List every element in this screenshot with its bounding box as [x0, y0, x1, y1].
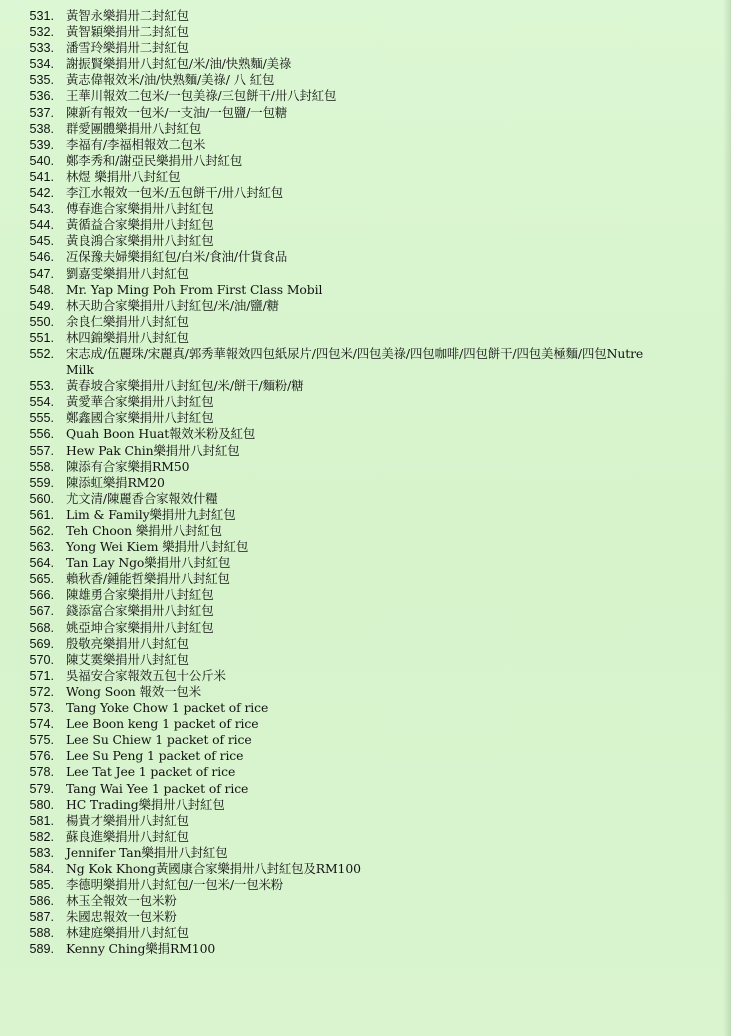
- entry-number: 548.: [29, 282, 54, 297]
- entry-text: Kenny Ching樂捐RM100: [66, 941, 216, 957]
- list-item: [0, 813, 731, 829]
- entry-number: 552.: [29, 346, 54, 361]
- entry-number: 589.: [29, 942, 54, 957]
- list-item: [0, 603, 731, 619]
- list-item: [0, 153, 731, 169]
- entry-number: 566.: [29, 588, 54, 603]
- list-item: [0, 137, 731, 153]
- list-item: [0, 266, 731, 282]
- entry-number: 544.: [29, 218, 54, 233]
- entry-text: Lim & Family樂捐卅九封紅包: [66, 506, 236, 522]
- entry-number: 558.: [29, 459, 54, 474]
- entry-number: 578.: [29, 765, 54, 780]
- list-item: [0, 909, 731, 925]
- entry-text: Yong Wei Kiem 樂捐卅八封紅包: [66, 539, 249, 555]
- list-item: [0, 716, 731, 732]
- entry-text: 楊貴才樂捐卅八封紅包: [66, 812, 189, 828]
- entry-number: 582.: [29, 829, 54, 844]
- entry-text: Lee Tat Jee 1 packet of rice: [66, 764, 236, 780]
- entry-text: 潘雪玲樂捐卅二封紅包: [66, 40, 189, 56]
- entry-number: 531.: [29, 9, 54, 23]
- entry-text: HC Trading樂捐卅八封紅包: [66, 796, 225, 812]
- entry-text: 李德明樂捐卅八封紅包/一包米/一包米粉: [66, 877, 284, 893]
- entry-text: 陳艾霙樂捐卅八封紅包: [66, 651, 189, 667]
- entry-text: 林天助合家樂捐卅八封紅包/米/油/鹽/糖: [66, 297, 279, 313]
- list-item: [0, 56, 731, 72]
- entry-number: 583.: [29, 845, 54, 860]
- entry-text: 陳新有報效一包米/一支油/一包鹽/一包糖: [66, 104, 288, 120]
- list-item: [0, 201, 731, 217]
- entry-text: 黃循益合家樂捐卅八封紅包: [66, 217, 214, 233]
- list-item: [0, 121, 731, 137]
- list-item: [0, 40, 731, 56]
- list-item: [0, 282, 731, 298]
- entry-text: 林建庭樂捐卅八封紅包: [66, 925, 189, 941]
- entry-text: 余良仁樂捐卅八封紅包: [66, 313, 189, 329]
- entry-text: Hew Pak Chin樂捐卅八封紅包: [66, 442, 240, 458]
- entry-text: 林四錦樂捐卅八封紅包: [66, 329, 189, 345]
- entry-number: 587.: [29, 910, 54, 925]
- entry-number: 581.: [29, 813, 54, 828]
- list-item: [0, 459, 731, 475]
- list-item: [0, 748, 731, 764]
- list-item: [0, 72, 731, 88]
- entry-text: Tang Yoke Chow 1 packet of rice: [66, 700, 269, 716]
- list-item: [0, 298, 731, 314]
- entry-number: 550.: [29, 314, 54, 329]
- list-item: [0, 571, 731, 587]
- list-item: [0, 185, 731, 201]
- entry-number: 561.: [29, 507, 54, 522]
- entry-number: 553.: [29, 379, 54, 394]
- list-item: [0, 426, 731, 442]
- entry-text: 林煜 樂捐卅八封紅包: [66, 168, 181, 184]
- list-item: [0, 636, 731, 652]
- entry-number: 567.: [29, 604, 54, 619]
- list-item: [0, 410, 731, 426]
- entry-number: 532.: [29, 25, 54, 40]
- entry-text: 尤文清/陳麗香合家報效什糧: [66, 490, 218, 506]
- entry-text: Lee Su Chiew 1 packet of rice: [66, 732, 252, 748]
- entry-number: 576.: [29, 749, 54, 764]
- list-item: [0, 845, 731, 861]
- list-item: [0, 394, 731, 410]
- entry-text: 王華川報效二包米/一包美祿/三包餅干/卅八封紅包: [66, 88, 337, 104]
- entry-number: 540.: [29, 153, 54, 168]
- entry-number: 568.: [29, 620, 54, 635]
- list-item: [0, 8, 731, 24]
- entry-number: 570.: [29, 652, 54, 667]
- entry-number: 555.: [29, 411, 54, 426]
- entry-number: 539.: [29, 137, 54, 152]
- entry-number: 564.: [29, 556, 54, 571]
- entry-number: 569.: [29, 636, 54, 651]
- entry-number: 542.: [29, 186, 54, 201]
- entry-number: 565.: [29, 572, 54, 587]
- list-item: [0, 169, 731, 185]
- list-item: [0, 539, 731, 555]
- entry-text: 鄭鑫國合家樂捐卅八封紅包: [66, 410, 214, 426]
- entry-number: 575.: [29, 733, 54, 748]
- entry-number: 536.: [29, 89, 54, 104]
- entry-text: 陳添虹樂捐RM20: [66, 474, 165, 490]
- list-item: [0, 475, 731, 491]
- entry-text: Ng Kok Khong黃國康合家樂捐卅八封紅包及RM100: [66, 860, 361, 876]
- entry-text: Teh Choon 樂捐卅八封紅包: [66, 523, 222, 538]
- entry-text: 黃智永樂捐卅二封紅包: [66, 8, 189, 23]
- donation-list: [0, 8, 731, 958]
- entry-text: 謝振賢樂捐卅八封紅包/米/油/快熟麵/美祿: [66, 56, 292, 72]
- entry-text: Lee Su Peng 1 packet of rice: [66, 748, 244, 764]
- entry-number: 585.: [29, 878, 54, 893]
- entry-number: 541.: [29, 169, 54, 184]
- entry-text: Tan Lay Ngo樂捐卅八封紅包: [66, 555, 231, 571]
- entry-text: 黃智穎樂捐卅二封紅包: [66, 24, 189, 40]
- entry-text: Quah Boon Huat報效米粉及紅包: [66, 426, 256, 442]
- list-item: [0, 378, 731, 394]
- list-item: [0, 652, 731, 668]
- list-item: [0, 941, 731, 957]
- entry-number: 535.: [29, 73, 54, 88]
- entry-number: 573.: [29, 701, 54, 716]
- list-item: [0, 925, 731, 941]
- entry-text: Mr. Yap Ming Poh From First Class Mobil: [66, 281, 323, 297]
- entry-text: 陳雄勇合家樂捐卅八封紅包: [66, 587, 214, 603]
- entry-text: 吳福安合家報效五包十公斤米: [66, 667, 226, 683]
- entry-number: 559.: [29, 475, 54, 490]
- entry-text: 錢添富合家樂捐卅八封紅包: [66, 603, 214, 619]
- entry-number: 546.: [29, 250, 54, 265]
- list-item: [0, 829, 731, 845]
- list-item: [0, 877, 731, 893]
- entry-text: 賴秋香/鍾能哲樂捐卅八封紅包: [66, 571, 230, 587]
- list-item: [0, 620, 731, 636]
- entry-text: Wong Soon 報效一包米: [66, 683, 201, 699]
- entry-number: 556.: [29, 427, 54, 442]
- entry-number: 537.: [29, 105, 54, 120]
- entry-text: 林玉全報效一包米粉: [66, 893, 177, 909]
- entry-number: 574.: [29, 717, 54, 732]
- entry-text: 傅春進合家樂捐卅八封紅包: [66, 201, 214, 217]
- list-item: [0, 233, 731, 249]
- entry-text: 黃志偉報效米/油/快熟麵/美祿/ 八 紅包: [66, 72, 275, 88]
- entry-text: 李江水報效一包米/五包餅干/卅八封紅包: [66, 185, 284, 201]
- list-item: [0, 700, 731, 716]
- entry-number: 549.: [29, 298, 54, 313]
- entry-text: 姚亞坤合家樂捐卅八封紅包: [66, 619, 214, 635]
- entry-text: 冱保豫夫婦樂捐紅包/白米/食油/什貨食品: [66, 249, 288, 265]
- entry-number: 586.: [29, 894, 54, 909]
- list-item: [0, 105, 731, 121]
- list-item: [0, 781, 731, 797]
- list-item: [0, 668, 731, 684]
- entry-number: 538.: [29, 121, 54, 136]
- entry-number: 563.: [29, 540, 54, 555]
- list-item: [0, 732, 731, 748]
- list-item: [0, 88, 731, 104]
- list-item: [0, 555, 731, 571]
- entry-text: Jennifer Tan樂捐卅八封紅包: [66, 844, 228, 860]
- entry-number: 560.: [29, 491, 54, 506]
- list-item: [0, 861, 731, 877]
- list-item: [0, 893, 731, 909]
- list-item: [0, 507, 731, 523]
- entry-number: 554.: [29, 395, 54, 410]
- entry-number: 543.: [29, 202, 54, 217]
- list-item: [0, 249, 731, 265]
- entry-number: 572.: [29, 684, 54, 699]
- list-item: [0, 523, 731, 539]
- entry-text: 鄭李秀和/謝亞民樂捐卅八封紅包: [66, 152, 243, 168]
- entry-number: 545.: [29, 234, 54, 249]
- list-item: [0, 24, 731, 40]
- entry-text: 李福有/李福相報效二包米: [66, 136, 206, 152]
- entry-number: 547.: [29, 266, 54, 281]
- list-item: [0, 797, 731, 813]
- entry-text: 黃春坡合家樂捐卅八封紅包/米/餅干/麵粉/糖: [66, 378, 304, 394]
- entry-number: 571.: [29, 668, 54, 683]
- entry-text: Tang Wai Yee 1 packet of rice: [66, 780, 249, 796]
- entry-number: 588.: [29, 926, 54, 941]
- list-item: [0, 684, 731, 700]
- entry-number: 562.: [29, 524, 54, 538]
- entry-number: 533.: [29, 41, 54, 56]
- entry-text: 黃良鴻合家樂捐卅八封紅包: [66, 233, 214, 249]
- list-item: [0, 587, 731, 603]
- entry-number: 584.: [29, 861, 54, 876]
- list-item: [0, 314, 731, 330]
- entry-text: 陳添有合家樂捐RM50: [66, 458, 190, 474]
- list-item: [0, 491, 731, 507]
- entry-number: 557.: [29, 443, 54, 458]
- list-item: [0, 443, 731, 459]
- entry-text: 朱國忠報效一包米粉: [66, 909, 177, 925]
- entry-text: 黃愛華合家樂捐卅八封紅包: [66, 394, 214, 410]
- entry-text: 劉嘉雯樂捐卅八封紅包: [66, 265, 189, 281]
- entry-text: 群愛團體樂捐卅八封紅包: [66, 120, 202, 136]
- entry-text: Lee Boon keng 1 packet of rice: [66, 716, 259, 732]
- entry-number: 580.: [29, 797, 54, 812]
- entry-text: 殷敬亮樂捐卅八封紅包: [66, 635, 189, 651]
- list-item: [0, 330, 731, 346]
- entry-text: 宋志成/伍麗珠/宋麗真/郭秀華報效四包紙尿片/四包米/四包美祿/四包咖啡/四包餅干/四包美極麵/四包Nutre Milk: [66, 345, 644, 378]
- list-item: [0, 217, 731, 233]
- entry-number: 579.: [29, 781, 54, 796]
- list-item: [0, 764, 731, 780]
- entry-number: 551.: [29, 330, 54, 345]
- entry-text: 蘇良進樂捐卅八封紅包: [66, 828, 189, 844]
- entry-number: 534.: [29, 57, 54, 72]
- list-item: [0, 346, 731, 378]
